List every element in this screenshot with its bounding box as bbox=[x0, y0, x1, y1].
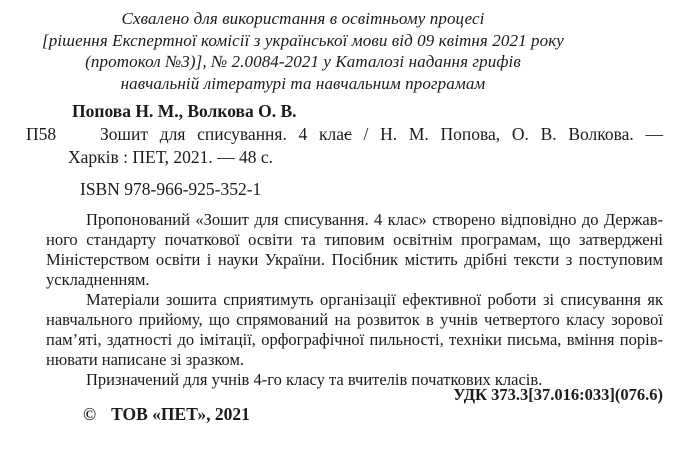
annotation-line: ускладненням. bbox=[46, 270, 150, 289]
copyright-symbol: © bbox=[83, 404, 97, 424]
bibliographic-entry bbox=[68, 123, 663, 169]
catalog-card bbox=[0, 123, 663, 169]
annotation-paragraph-2 bbox=[46, 290, 663, 370]
approval-notice bbox=[0, 8, 606, 94]
annotation-line: ного стандарту початкової освіти та типовим освітнім програмам, що затверджені bbox=[46, 230, 663, 249]
udk-classification-code: УДК 373.3[37.016:033](076.6) bbox=[453, 385, 663, 404]
approval-line-4: навчальній літературі та навчальним програмам bbox=[120, 73, 486, 93]
author-sign: П58 bbox=[26, 124, 57, 144]
approval-line-3: (протокол №3)], № 2.0084-2021 у Каталозі надання грифів bbox=[85, 52, 521, 71]
copyright-text: ТОВ «ПЕТ», 2021 bbox=[111, 404, 250, 424]
bib-struck-letter: с bbox=[344, 124, 352, 144]
annotation-line: навчального прийому, що спрямований на розвиток в учнів четвертого класу зорової bbox=[46, 310, 663, 329]
isbn-line: ISBN 978-966-925-352-1 bbox=[80, 179, 262, 199]
annotation-line: Матеріали зошита сприятимуть організації ефективної роботи зі списування як bbox=[86, 290, 663, 309]
bib-authors-part: / Н. М. Попова, О. В. Волкова. — bbox=[351, 124, 664, 144]
bib-entry-line-2: Харків : ПЕТ, 2021. — 48 с. bbox=[68, 147, 274, 167]
approval-line-1: Схвалено для використання в освітньому процесі bbox=[121, 9, 485, 28]
bib-title-part: Зошит для списування. 4 кла bbox=[100, 124, 345, 144]
annotation-line: нювати написане зі зразком. bbox=[46, 350, 245, 369]
annotation-line: Пропонований «Зошит для списування. 4 клас» створено відповідно до Держав- bbox=[86, 210, 663, 229]
annotation-block bbox=[46, 210, 663, 390]
annotation-line: пам’яті, здатності до імітації, орфографічної пильності, техніки письма, вміння порів- bbox=[46, 330, 663, 349]
copyright-line bbox=[83, 404, 250, 425]
annotation-paragraph-1 bbox=[46, 210, 663, 290]
authors-line: Попова Н. М., Волкова О. В. bbox=[72, 101, 297, 121]
approval-line-2: [рішення Експертної комісії з української мови від 09 квітня 2021 року bbox=[42, 30, 564, 50]
annotation-line: Призначений для учнів 4-го класу та вчителів початкових класів. bbox=[86, 370, 543, 389]
annotation-line: Міністерством освіти і науки України. Посібник містить дрібні тексти з поступовим bbox=[46, 250, 663, 269]
bib-entry-line-1 bbox=[68, 123, 663, 146]
